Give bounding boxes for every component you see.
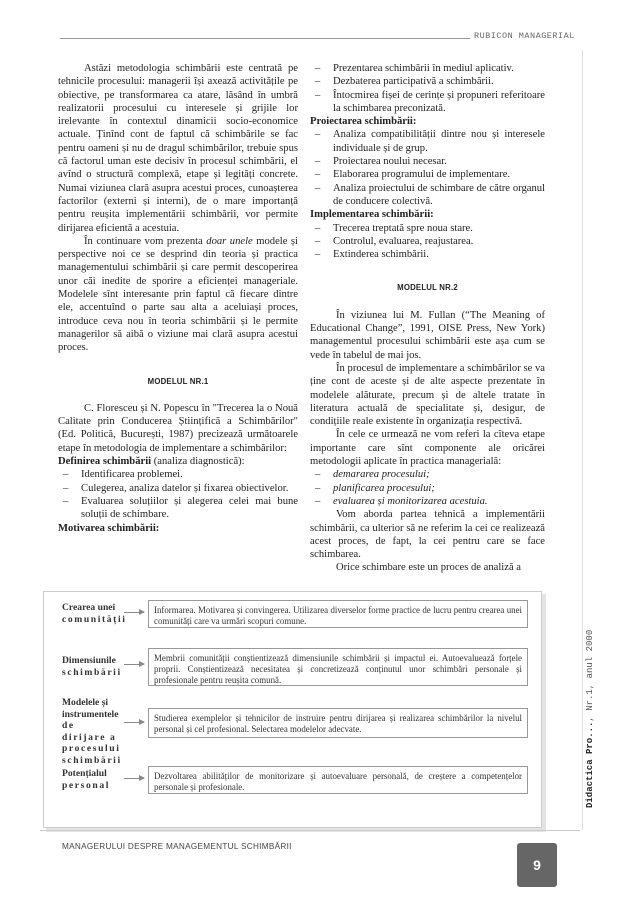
model-2-title: MODELUL NR.2 [397, 283, 458, 293]
list-item: – Identificarea problemei. [63, 469, 183, 481]
right-paragraph-5: Orice schimbare este un proces de analiză a [336, 562, 522, 574]
list-item: – Controlul, evaluarea, reajustarea. [315, 235, 474, 247]
arrow-icon [124, 612, 144, 613]
row-box-dimensions: Membrii comunității conștientizează dimensiunile schimbării și impactul ei. Autoevaluează forțele proprii. Conștientizează necesitatea și concretizează conținutul unor schimbări personale și profesionale pentru reușita comună. [148, 648, 528, 686]
list-item: – evaluarea și monitorizarea acestuia. [315, 495, 488, 507]
row-label-models: Modelele și instrumentele de dirijare a procesului schimbării [62, 697, 122, 766]
left-paragraph-1: Astăzi metodologia schimbării este centrată pe tehnicile procesului: managerii își axează activitățile pe obiective, pe transformarea ca atare, lăsând în umbră realizatorii procesului cu interesele și grijile lor irelevante în contextul dinamicii socio-economice actuale. Ținînd cont de faptul că schimbările se fac pentru oameni și nu de dragul schimbărilor, trebuie spus că factorul uman este decisiv în procesul schimbării, el avînd o structură complexă, etape și legități concrete. Numai viziunea clară asupra acestui proces, cunoașterea factorilor (externi și interni), de o mare importanță pentru reușita implementării schimbării, vor permite dirijarea eficientă a acestuia. [58, 63, 298, 234]
definition-heading: Definirea schimbării (analiza diagnostică): [58, 456, 245, 468]
arrow-icon [124, 778, 144, 779]
row-label-potential: Potențialul personal [62, 768, 110, 791]
right-paragraph-1: În viziunea lui M. Fullan (“The Meaning of Educational Change”, 1991, OISE Press, New York) managementul procesului schimbării este așa cum se vede în tabelul de mai jos. [310, 309, 545, 361]
left-column [58, 62, 298, 535]
left-paragraph-2: În continuare vom prezenta doar unele modele și perspective noi ce se desprind din teoria și practica managementului schimbării și care permit descoperirea unor căi inedite de sporire a eficienței manageriale. Modelele sînt interesante prin faptul că fiecare dintre ele, accentuînd o parte sau alta a aceluiași proces, introduce ceva nou în teoria schimbării și le permite managerilor să aibă o viziune mai clară asupra acestui proces. [58, 235, 298, 354]
page-number: 9 [517, 843, 557, 887]
model-1-title: MODELUL NR.1 [147, 376, 209, 386]
footer-section-title: MANAGERULUI DESPRE MANAGEMENTUL SCHIMBĂRII [62, 842, 292, 851]
journal-sidebar: Didactica Pro..., Nr.1, anul 2000 [585, 629, 595, 808]
list-item: – Prezentarea schimbării în mediul aplicativ. [315, 63, 514, 74]
right-column [310, 62, 545, 575]
motivation-heading: Motivarea schimbării: [58, 522, 160, 534]
list-item: – Trecerea treptată spre noua stare. [315, 222, 473, 234]
right-paragraph-2: În procesul de implementare a schimbărilor se va ține cont de aceste și de alte aspecte prezentate în modelele alăturate, precum și de altele tratate în literatura actuală de specialitate și, desigur, de condițiile reale existente în organizația respectivă. [310, 362, 545, 428]
list-item: – Analiza compatibilității dintre nou și interesele individuale și de grup. [315, 129, 545, 154]
implementation-heading: Implementarea schimbării: [310, 209, 434, 221]
header-brand: RUBICON MANAGERIAL [474, 31, 575, 41]
row-label-dimensions: Dimensiunile schimbării [62, 655, 122, 678]
row-box-models: Studierea exemplelor și tehnicilor de instruire pentru dirijarea și realizarea schimbărilor la nivelul personal și cel profesional. Selectarea modelelor adecvate. [148, 708, 528, 738]
header-rule [60, 38, 470, 39]
list-item: – Evaluarea soluțiilor și alegerea celei mai bune soluții de schimbare. [63, 495, 298, 521]
row-box-community: Informarea. Motivarea și convingerea. Utilizarea diverselor forme practice de lucru pentru crearea unei comunități care va urmări scopuri comune. [148, 600, 528, 628]
list-item: – demararea procesului; [315, 469, 430, 481]
list-item: – Elaborarea programului de implementare. [315, 169, 511, 181]
projection-heading: Proiectarea schimbării: [310, 116, 417, 128]
list-item: – planificarea procesului; [315, 482, 435, 494]
list-item: – Culegerea, analiza datelor și fixarea obiectivelor. [63, 482, 289, 494]
row-box-potential: Dezvoltarea abilităților de monitorizare și autoevaluare personală, de creștere a competențelor personale și profesionale. [148, 766, 528, 794]
arrow-icon [124, 722, 144, 723]
list-item: – Analiza proiectului de schimbare de către organul de conducere colectivă. [315, 182, 545, 207]
footer-rule [40, 830, 580, 831]
arrow-icon [124, 664, 144, 665]
row-label-community: Crearea unei comunității [62, 602, 127, 625]
list-item: – Întocmirea fișei de cerințe și propuneri referitoare la schimbarea preconizată. [315, 89, 545, 114]
list-item: – Dezbaterea participativă a schimbării. [315, 76, 494, 88]
right-paragraph-3: În cele ce urmează ne vom referi la cîteva etape importante care sînt componente ale oricărei metodologii aplicate în practica managerială: [310, 429, 545, 468]
list-item: – Extinderea schimbării. [315, 249, 429, 261]
right-paragraph-4: Vom aborda partea tehnică a implementării schimbării, ca ulterior să ne referim la cei ce realizează acest proces, de fapt, la cei pentru care se face schimbarea. [310, 509, 545, 561]
list-item: – Proiectarea noului necesar. [315, 156, 447, 168]
left-paragraph-3: C. Floresceu și N. Popescu în "Trecerea la o Nouă Calitate prin Conducerea Științifică a Schimbărilor" (Ed. Politică, București, 1987) precizează următoarele etape în metodologia de implementare a schimbărilor: [58, 402, 298, 454]
